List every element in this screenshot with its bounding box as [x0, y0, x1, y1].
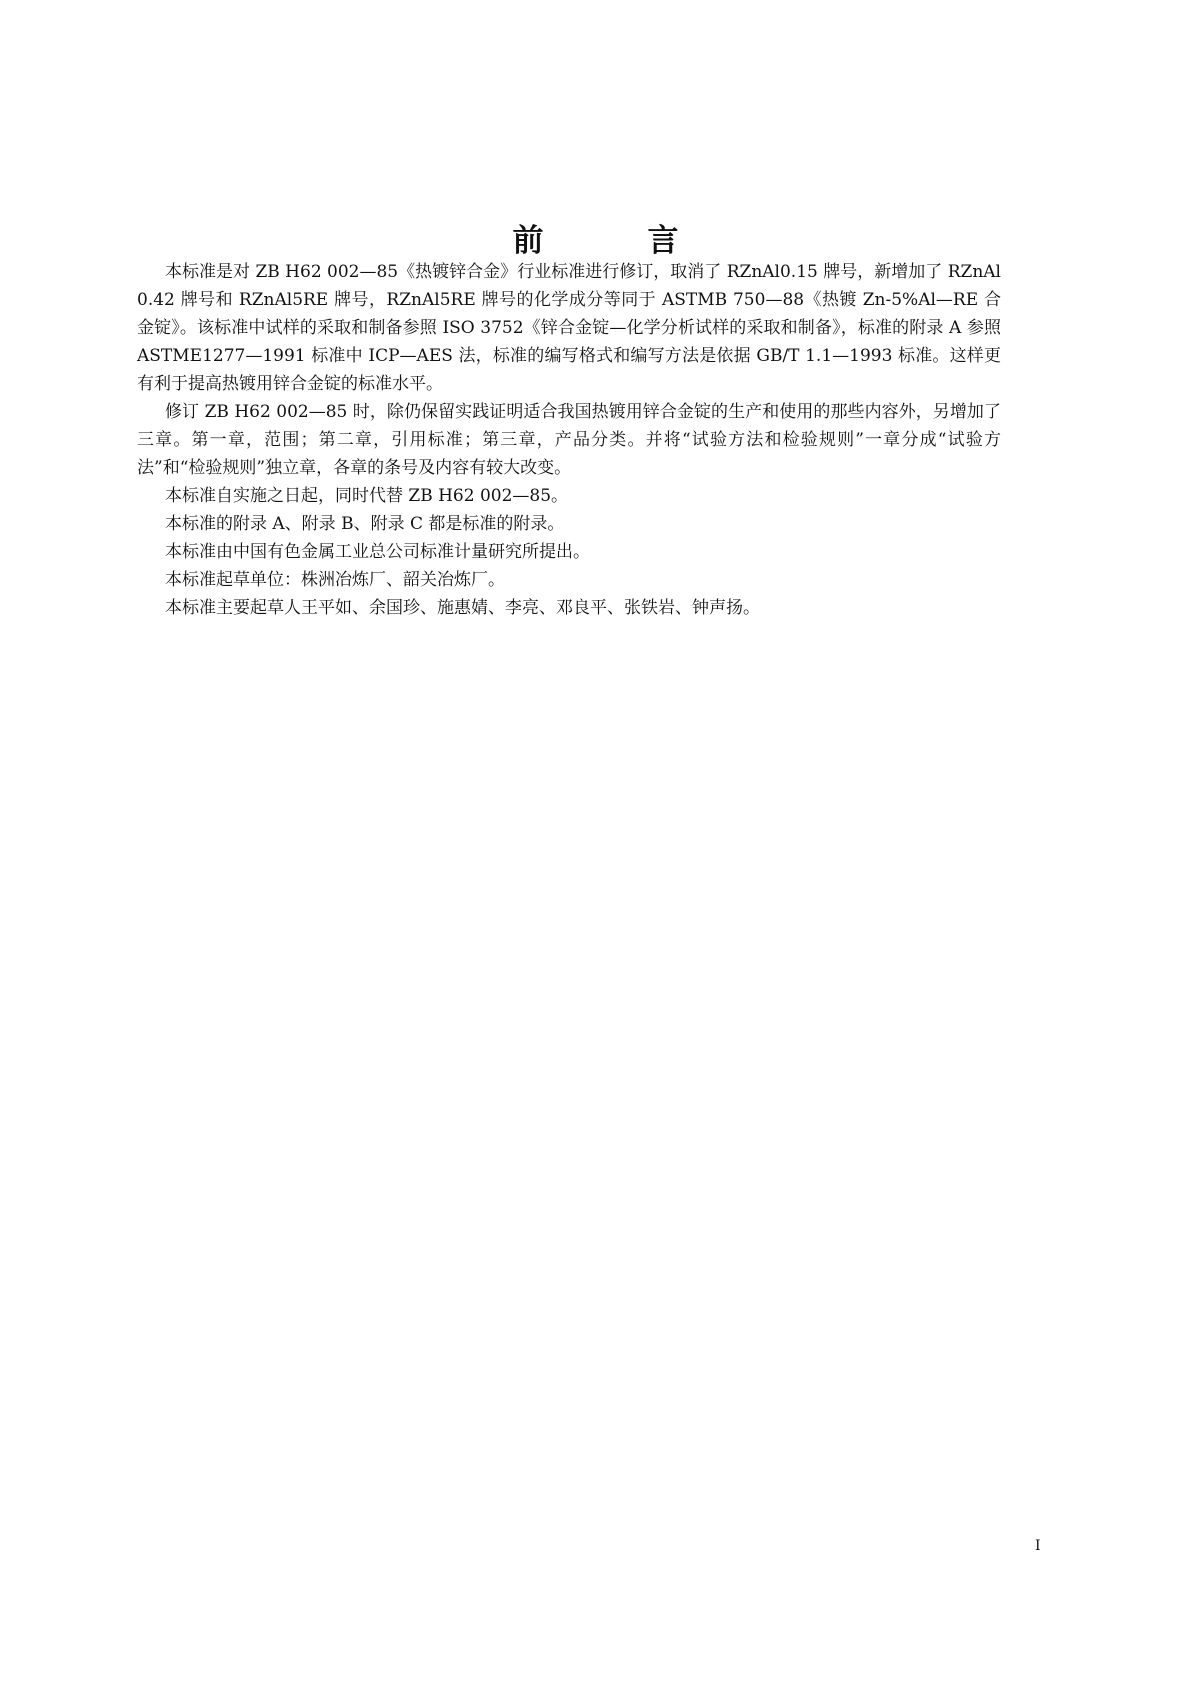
paragraph-revision-summary: 本标准是对 ZB H62 002—85《热镀锌合金》行业标准进行修订，取消了 RZnAl0.15 牌号，新增加了 RZnAl0.42 牌号和 RZnAl5RE 牌号，RZnAl5RE 牌号的化学成分等同于 ASTMB 750—88《热镀 Zn-5%Al—RE 合金锭》。该标准中试样的采取和制备参照 ISO 3752《锌合金锭—化学分析试样的采取和制备》，标准的附录 A 参照 ASTME1277—1991 标准中 ICP—AES 法，标准的编写格式和编写方法是依据 GB/T 1.1—1993 标准。这样更有利于提高热镀用锌合金锭的标准水平。 [137, 262, 1001, 394]
page-number: I [1035, 1538, 1041, 1554]
paragraph-revision-changes: 修订 ZB H62 002—85 时，除仍保留实践证明适合我国热镀用锌合金锭的生产和使用的那些内容外，另增加了三章。第一章，范围；第二章，引用标准；第三章，产品分类。并将“试验方法和检验规则”一章分成“试验方法”和“检验规则”独立章，各章的条号及内容有较大改变。 [137, 402, 1001, 478]
title-char-1: 前 [512, 222, 544, 259]
paragraph-proposer: 本标准由中国有色金属工业总公司标准计量研究所提出。 [165, 542, 590, 562]
foreword-body [137, 258, 1001, 622]
paragraph-replacement: 本标准自实施之日起，同时代替 ZB H62 002—85。 [165, 486, 569, 506]
paragraph-appendices: 本标准的附录 A、附录 B、附录 C 都是标准的附录。 [165, 514, 565, 534]
paragraph-drafting-units: 本标准起草单位：株洲冶炼厂、韶关冶炼厂。 [165, 570, 505, 590]
paragraph-drafters: 本标准主要起草人王平如、余国珍、施惠婧、李亮、邓良平、张铁岩、钟声扬。 [165, 598, 760, 618]
page-title [0, 219, 1191, 263]
title-char-2: 言 [647, 222, 679, 259]
